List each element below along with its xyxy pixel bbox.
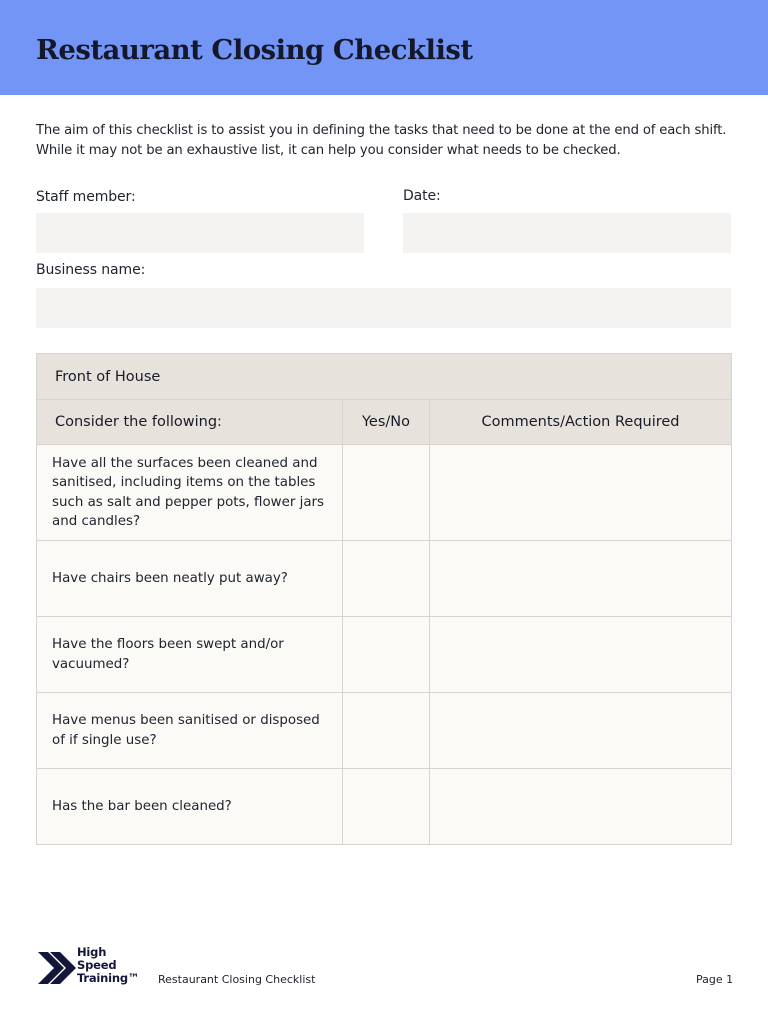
logo-line-1: High: [77, 945, 107, 959]
checklist-item-question: Have the floors been swept and/or vacuumed?: [37, 617, 343, 693]
yes-no-cell[interactable]: [343, 541, 430, 617]
footer-document-title: Restaurant Closing Checklist: [158, 973, 316, 986]
logo-wordmark: [77, 946, 139, 985]
column-header-comments: Comments/Action Required: [430, 400, 732, 445]
table-row: [37, 769, 732, 845]
comments-cell[interactable]: [430, 541, 732, 617]
logo-line-3: Training™: [77, 971, 140, 985]
header-band: [0, 0, 768, 95]
table-row: [37, 617, 732, 693]
comments-cell[interactable]: [430, 693, 732, 769]
table-row: [37, 541, 732, 617]
front-of-house-checklist-table: [36, 353, 732, 845]
checklist-item-question: Have menus been sanitised or disposed of if single use?: [37, 693, 343, 769]
business-name-field[interactable]: [36, 288, 731, 328]
comments-cell[interactable]: [430, 445, 732, 541]
checklist-item-question: Have all the surfaces been cleaned and sanitised, including items on the tables such as salt and pepper pots, flower jars and candles?: [37, 445, 343, 541]
date-field[interactable]: [403, 213, 731, 253]
staff-member-label: Staff member:: [36, 189, 136, 205]
date-label: Date:: [403, 188, 441, 204]
comments-cell[interactable]: [430, 617, 732, 693]
yes-no-cell[interactable]: [343, 445, 430, 541]
column-header-consider: Consider the following:: [37, 400, 343, 445]
business-name-label: Business name:: [36, 262, 146, 278]
table-row: [37, 445, 732, 541]
intro-text: The aim of this checklist is to assist you in defining the tasks that need to be done at the end of each shift. While it may not be an exhaustive list, it can help you consider what needs to be checked.: [36, 123, 727, 158]
table-row: [37, 693, 732, 769]
column-header-row: [37, 400, 732, 445]
yes-no-cell[interactable]: [343, 617, 430, 693]
footer-page-number: Page 1: [696, 973, 734, 986]
section-header-row: [37, 354, 732, 400]
page-title: Restaurant Closing Checklist: [36, 34, 473, 66]
comments-cell[interactable]: [430, 769, 732, 845]
checklist-item-question: Has the bar been cleaned?: [37, 769, 343, 845]
section-title: Front of House: [37, 354, 732, 400]
logo-line-2: Speed: [77, 958, 117, 972]
staff-member-field[interactable]: [36, 213, 364, 253]
yes-no-cell[interactable]: [343, 693, 430, 769]
yes-no-cell[interactable]: [343, 769, 430, 845]
column-header-yes-no: Yes/No: [343, 400, 430, 445]
checklist-item-question: Have chairs been neatly put away?: [37, 541, 343, 617]
